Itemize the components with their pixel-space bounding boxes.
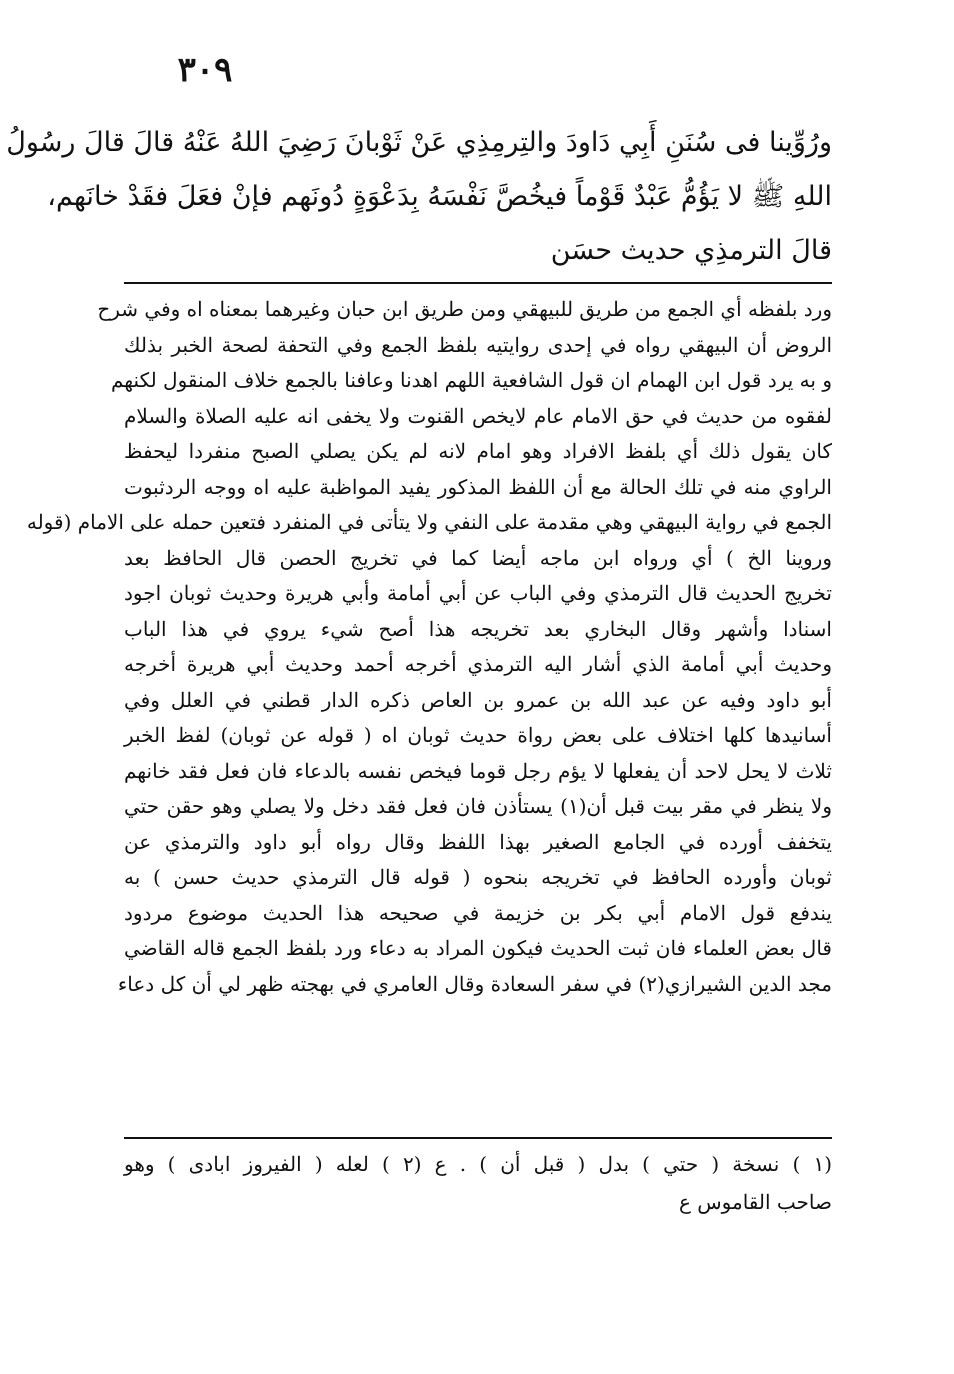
commentary-line: وحديث أبي أمامة الذي أشار اليه الترمذي أخرجه أحمد وحديث أبي هريرة أخرجه — [124, 652, 832, 676]
commentary-line: و به يرد قول ابن الهمام ان قول الشافعية اللهم اهدنا وعافنا بالجمع خلاف المنقول لكنهم — [111, 368, 832, 392]
footnote-line: صاحب القاموس ع — [678, 1190, 832, 1214]
commentary-line: كان يقول ذلك أي بلفظ الافراد وهو امام لانه لم يكن يصلي الصبح منفردا ليحفظ — [124, 439, 832, 463]
hadith-line: ورُوِّينا فى سُنَنِ أَبِي دَاودَ والتِرمِذِي عَنْ ثَوْبانَ رَضِيَ اللهُ عَنْهُ قالَ قالَ رسُولُ — [6, 127, 832, 158]
footnote-divider — [124, 1137, 832, 1139]
commentary-line: يتخفف أورده في الجامع الصغير بهذا اللفظ وقال رواه أبو داود والترمذي عن — [124, 829, 832, 854]
commentary-line: ثوبان وأورده الحافظ في تخريجه بنحوه ( قوله قال الترمذي حديث حسن ) به — [124, 865, 832, 889]
commentary-line: قال بعض العلماء فان ثبت الحديث فيكون المراد به دعاء ورد بلفظ الجمع قاله القاضي — [124, 936, 832, 960]
commentary-line: ولا ينظر في مقر بيت قبل أن(١) يستأذن فان فعل فقد دخل ولا يصلي وهو حقن حتي — [124, 794, 832, 818]
commentary-text — [26, 292, 832, 1002]
commentary-line: الراوي منه في تلك الحالة مع أن اللفظ المذكور يفيد المواظبة عليه اه ووجه الردثبوت — [124, 474, 832, 499]
commentary-line: اسنادا وأشهر وقال البخاري بعد تخريجه هذا أصح شيء يروي في هذا الباب — [124, 616, 832, 641]
commentary-line: ثلاث لا يحل لاحد أن يفعلها لا يؤم رجل قوما فيخص نفسه بالدعاء فان فعل فقد خانهم — [124, 758, 832, 783]
footnote-line: (١ ) نسخة ( حتي ) بدل ( قبل أن ) . ع (٢ ) لعله ( الفيروز ابادى ) وهو — [124, 1152, 832, 1176]
commentary-line: أبو داود وفيه عن عبد الله بن عمرو بن العاص ذكره الدار قطني في العلل وفي — [124, 687, 832, 712]
hadith-line: اللهِ ﷺ لا يَؤُمُّ عَبْدٌ قَوْماً فيخُصَّ نَفْسَهُ بِدَعْوَةٍ دُونَهم فإنْ فعَلَ فقَدْ خانَهم، — [47, 181, 832, 212]
commentary-line: الروض أن البيهقي رواه في إحدى روايتيه بلفظ الجمع وفي التحفة لصحة الخبر بذلك — [124, 332, 832, 357]
hadith-line: قالَ الترمذِي حديث حسَن — [550, 235, 832, 266]
commentary-line: أسانيدها كلها اختلاف على بعض رواة حديث ثوبان اه ( قوله عن ثوبان) لفظ الخبر — [124, 723, 832, 747]
commentary-line: الجمع في رواية البيهقي وهي مقدمة على النفي ولا يتأتى في المنفرد فتعين حمله على الامام (قوله — [26, 510, 832, 534]
hadith-text — [6, 116, 832, 278]
main-text-divider — [124, 282, 832, 284]
commentary-line: يندفع قول الامام أبي بكر بن خزيمة في صحيحه هذا الحديث موضوع مردود — [124, 900, 832, 925]
commentary-line: لفقوه من حديث في حق الامام عام لايخص القنوت ولا يخفى انه عليه الصلاة والسلام — [124, 403, 832, 428]
footnotes — [124, 1145, 832, 1221]
commentary-line: تخريج الحديث قال الترمذي وفي الباب عن أبي أمامة وأبي هريرة وحديث ثوبان اجود — [124, 581, 832, 605]
commentary-line: مجد الدين الشيرازي(٢) في سفر السعادة وقال العامري في بهجته ظهر لي أن كل دعاء — [117, 971, 832, 996]
commentary-line: ورد بلفظه أي الجمع من طريق للبيهقي ومن طريق ابن حبان وغيرهما بمعناه اه وفي شرح — [97, 297, 832, 321]
page-number: ٣٠٩ — [177, 50, 233, 90]
commentary-line: وروينا الخ ) أي ورواه ابن ماجه أيضا كما في تخريج الحصن قال الحافظ بعد — [124, 545, 832, 570]
